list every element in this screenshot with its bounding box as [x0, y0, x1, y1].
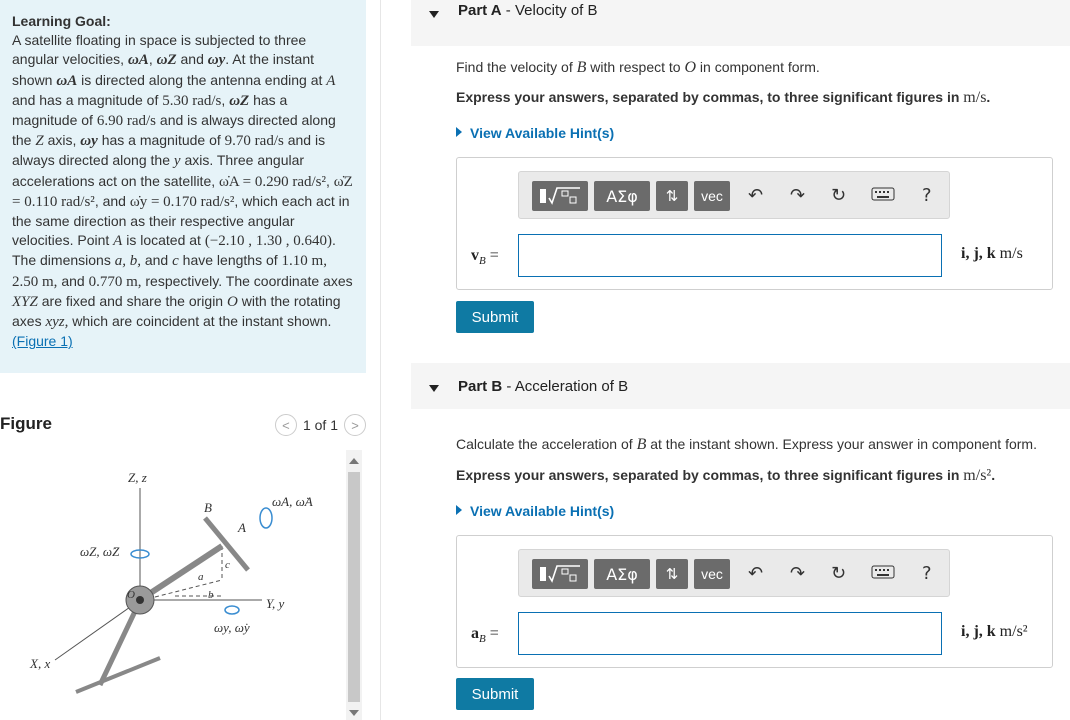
greek-symbols-button[interactable]: ΑΣφ: [594, 559, 650, 589]
label-omega-y: ωy, ω̇y: [214, 620, 250, 635]
part-b-submit-button[interactable]: Submit: [456, 678, 534, 710]
figure-scrollbar[interactable]: [346, 450, 362, 720]
learning-goal-heading: Learning Goal:: [12, 13, 111, 29]
part-a-title: Part A - Velocity of B: [458, 2, 598, 19]
prev-figure-button[interactable]: <: [275, 414, 297, 436]
figure-page-count: 1 of 1: [302, 417, 338, 433]
collapse-caret-icon[interactable]: [429, 385, 439, 392]
label-c-dim: c: [225, 559, 230, 571]
undo-icon[interactable]: ↶: [748, 185, 764, 206]
scroll-up-icon[interactable]: [349, 458, 359, 464]
part-a-submit-button[interactable]: Submit: [456, 301, 534, 333]
velocity-answer-input[interactable]: [518, 234, 942, 277]
help-icon[interactable]: ?: [922, 185, 932, 206]
label-omega-z: ωZ, ω̇Z: [80, 544, 120, 559]
hint-caret-icon: [456, 505, 462, 515]
undo-icon[interactable]: ↶: [748, 563, 764, 584]
acceleration-label: $a_B$ =: [471, 625, 499, 646]
collapse-caret-icon[interactable]: [429, 11, 439, 18]
part-b-title: Part B - Acceleration of B: [458, 378, 629, 395]
math-toolbar: [518, 171, 950, 219]
sqrt-fraction-icon: [538, 186, 582, 206]
label-z-axis: Z, z: [128, 470, 147, 485]
arrows-button[interactable]: ⇅: [656, 559, 688, 589]
part-b-hint-link[interactable]: View Available Hint(s): [456, 503, 614, 519]
sqrt-fraction-icon: [538, 564, 582, 584]
acceleration-answer-input[interactable]: [518, 612, 942, 655]
vector-button[interactable]: vec: [694, 181, 730, 211]
velocity-label: $v_B$ =: [471, 247, 499, 268]
template-sqrt-button[interactable]: [532, 181, 588, 211]
goal-text: A satellite floating in space is subjected to three angular velocities, ωA, ωZ and ωy. At the instant shown ωA is directed along the antenna ending at A and has a magnitude of 5.30 rad/s, ωZ has a magnitude of 6.90 rad/s and is always directed along the Z axis, ωy has a magnitude of 9.70 rad/s and is always directed along the y axis. Three angular accelerations act on the satellite, ω̇A = 0.290 rad/s², ω̇Z = 0.110 rad/s², and ω̇y = 0.170 rad/s², which each act in the same direction as their respective angular velocities. Point A is located at (−2.10 , 1.30 , 0.640). The dimensions a, b, and c have lengths of 1.10 m, 2.50 m, and 0.770 m, respectively. The coordinate axes XYZ are fixed and share the origin O with the rotating axes xyz, which are coincident at the instant shown.(Figure 1): [12, 32, 353, 350]
satellite-figure: [0, 450, 345, 720]
wy-rotation-arrow: [225, 606, 239, 614]
label-omega-a: ωA, ω̇A: [272, 494, 313, 509]
label-a-dim: a: [198, 571, 204, 583]
keyboard-icon[interactable]: [871, 186, 895, 207]
vector-button[interactable]: vec: [694, 559, 730, 589]
part-a-answer-box: [456, 157, 1053, 290]
math-toolbar: [518, 549, 950, 597]
figure-header: [0, 405, 366, 445]
label-b-dim: b: [208, 589, 214, 601]
label-y-axis: Y, y: [266, 596, 285, 611]
scroll-down-icon[interactable]: [349, 710, 359, 716]
figure-link[interactable]: (Figure 1): [12, 333, 73, 350]
next-figure-button[interactable]: >: [344, 414, 366, 436]
greek-symbols-button[interactable]: ΑΣφ: [594, 181, 650, 211]
part-b-header[interactable]: [411, 363, 1070, 409]
redo-icon[interactable]: ↷: [790, 563, 806, 584]
help-icon[interactable]: ?: [922, 563, 932, 584]
part-a-instruction: Express your answers, separated by commas, to three significant figures in m/s.: [456, 89, 991, 106]
figure-title: Figure: [0, 414, 52, 433]
lower-crossbar: [76, 658, 160, 692]
label-x-axis: X, x: [30, 656, 51, 671]
part-a-hint-link[interactable]: View Available Hint(s): [456, 125, 614, 141]
panel-divider: [380, 0, 381, 720]
part-b-answer-box: [456, 535, 1053, 668]
velocity-unit: i, j, k m/s: [961, 245, 1023, 262]
redo-icon[interactable]: ↷: [790, 185, 806, 206]
hint-caret-icon: [456, 127, 462, 137]
acceleration-unit: i, j, k m/s²: [961, 623, 1028, 640]
label-a-point: A: [238, 520, 246, 535]
scroll-thumb[interactable]: [348, 472, 360, 702]
wa-rotation-arrow: [260, 508, 272, 528]
part-a-question: Find the velocity of B with respect to O in component form.: [456, 59, 820, 76]
part-b-instruction: Express your answers, separated by commas, to three significant figures in m/s².: [456, 467, 996, 484]
part-a-header[interactable]: [411, 0, 1070, 46]
arrows-button[interactable]: ⇅: [656, 181, 688, 211]
reset-icon[interactable]: ↻: [831, 563, 847, 584]
label-b: B: [204, 500, 212, 515]
figure-pager: [275, 414, 366, 436]
figure-image: [0, 450, 345, 720]
reset-icon[interactable]: ↻: [831, 185, 847, 206]
template-sqrt-button[interactable]: [532, 559, 588, 589]
keyboard-icon[interactable]: [871, 564, 895, 585]
learning-goal-panel: [0, 0, 366, 373]
label-origin: O: [127, 589, 135, 601]
part-b-question: Calculate the acceleration of B at the instant shown. Express your answer in component form.: [456, 436, 1037, 453]
